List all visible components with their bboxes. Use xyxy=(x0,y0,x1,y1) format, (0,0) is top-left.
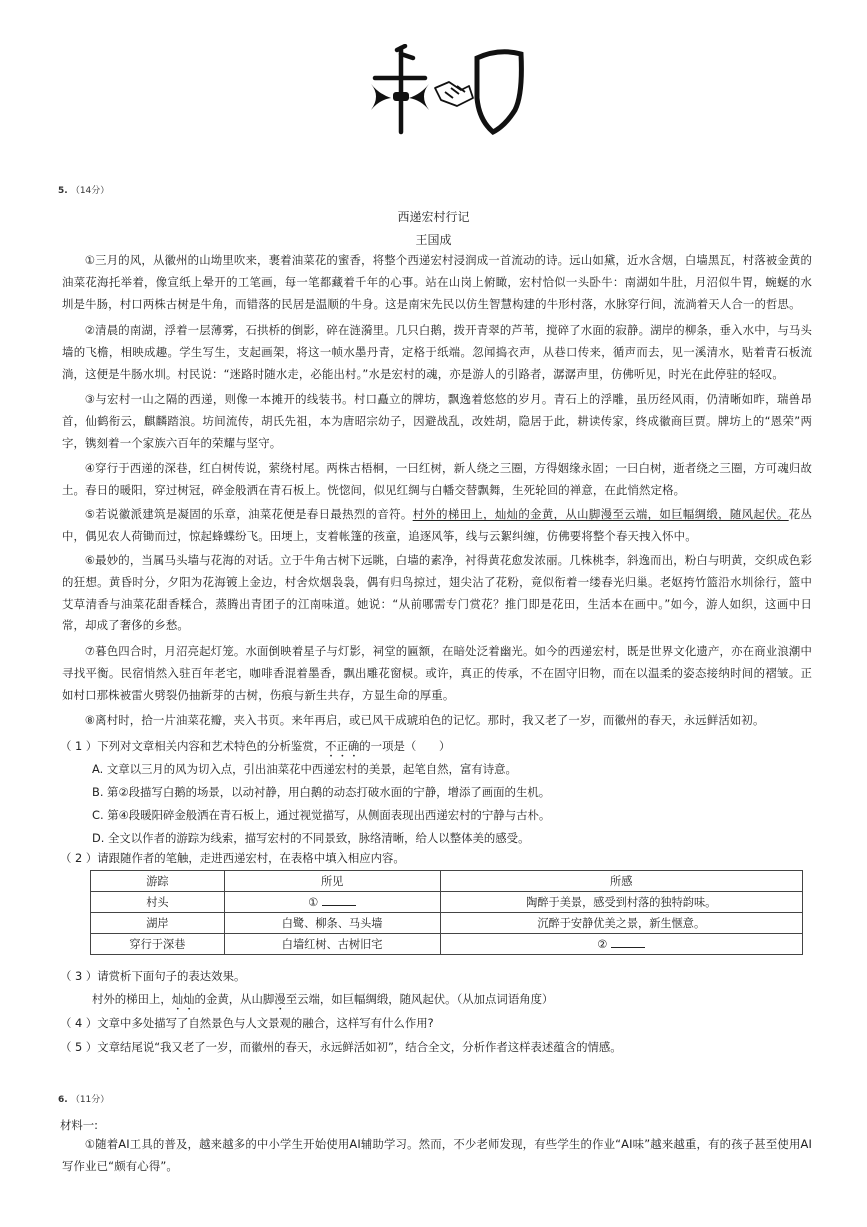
option-c[interactable]: C. 第④段暖阳碎金般洒在青石板上，通过视觉描写，从侧面表现出西递宏村的宁静与古朴。 xyxy=(92,808,551,822)
table-cell-blank-2[interactable] xyxy=(440,934,803,955)
sentence-emphasis-word: 漫 xyxy=(274,992,286,1006)
sentence-text: 至云端，如巨幅绸缎，随风起伏。（从加点词语角度） xyxy=(285,992,554,1006)
article-paragraph-6: ⑥最妙的，当属马头墙与花海的对话。立于牛角古树下远眺，白墙的素净，衬得黄花愈发浓丽。几株桃李，斜逸而出，粉白与明黄，交织成色彩的狂想。黄昏时分，夕阳为花海镀上金边，村舍炊烟袅袅，偶有归鸟掠过，翅尖沾了花粉，竟似衔着一缕春光归巢。老妪挎竹篮沿水圳徐行，篮中艾草清香与油菜花甜香糅合，蒸腾出青团子的江南味道。她说：“从前哪需专门赏花？推门即是花田，生活本在画中。”如今，游人如织，这画中日常，却成了奢侈的乡愁。 xyxy=(62,553,812,633)
table-cell: 村头 xyxy=(91,892,225,913)
article-author: 王国成 xyxy=(415,233,452,247)
option-b[interactable]: B. 第②段描写白鹅的场景，以动衬静，用白鹅的动态打破水面的宁静，增添了画面的生机。 xyxy=(92,785,551,799)
handshake-icon xyxy=(435,82,473,106)
question-6-header xyxy=(58,1092,109,1105)
shield-icon xyxy=(477,52,521,132)
blank-label: ① xyxy=(308,896,319,909)
table-header-cell: 所见 xyxy=(224,871,440,892)
table-cell: 湖岸 xyxy=(91,913,225,934)
answer-blank-line[interactable] xyxy=(322,895,356,906)
table-header-row xyxy=(91,871,803,892)
material-paragraph-1: ①随着AI工具的普及，越来越多的中小学生开始使用AI辅助学习。然而，不少老师发现，有些学生的作业“AI味”越来越重，有的孩子甚至使用AI写作业已“颇有心得”。 xyxy=(62,1137,812,1173)
subquestion-1-stem xyxy=(60,736,450,760)
subquestion-4-stem: （ 4 ）文章中多处描写了自然景色与人文景观的融合，这样写有什么作用? xyxy=(60,1016,434,1030)
table-row xyxy=(91,934,803,955)
paragraph-5-text: ⑤若说徽派建筑是凝固的乐章，油菜花便是春日最热烈的音符。 xyxy=(84,507,413,521)
question-score: （14分） xyxy=(70,186,110,196)
sentence-text: 的金黄，从山脚 xyxy=(194,992,275,1006)
subquestion-1-text: （ 1 ）下列对文章相关内容和艺术特色的分析鉴赏， xyxy=(60,739,326,753)
blank-label: ② xyxy=(597,938,608,951)
article-paragraph-2: ②清晨的南湖，浮着一层薄雾，石拱桥的倒影，碎在涟漪里。几只白鹅，拨开青翠的芦苇，搅碎了水面的寂静。湖岸的柳条，垂入水中，与马头墙的飞檐，相映成趣。学生写生，支起画架，将这一帧水墨丹青，定格于纸端。忽闻捣衣声，从巷口传来，循声而去，见一溪清水，贴着青石板流淌，这便是牛肠水圳。村民说：“迷路时随水走，必能出村。”水是宏村的魂，亦是游人的引路者，潺潺声里，仿佛听见，时光在此停驻的轻叹。 xyxy=(62,323,812,381)
sentence-text: 村外的梯田上， xyxy=(92,992,172,1006)
question-number: 6. xyxy=(58,1095,68,1105)
question-number: 5. xyxy=(58,186,68,196)
subquestion-3-stem: （ 3 ）请赏析下面句子的表达效果。 xyxy=(60,969,246,983)
material-label: 材料一: xyxy=(60,1118,99,1132)
travel-route-table xyxy=(90,870,803,955)
table-cell: 穿行于深巷 xyxy=(91,934,225,955)
article-paragraph-3: ③与宏村一山之隔的西递，则像一本摊开的线装书。村口矗立的牌坊，飘逸着悠悠的岁月。青石上的浮雕，虽历经风雨，仍清晰如昨，瑞兽昂首，仙鹤衔云，麒麟踏浪。坊间流传，胡氏先祖，本为唐昭宗幼子，因避战乱，改姓胡，隐居于此，耕读传家，终成徽商巨贾。牌坊上的“恩荣”两字，镌刻着一个家族六百年的荣耀与坚守。 xyxy=(62,392,812,450)
table-cell-blank-1[interactable] xyxy=(224,892,440,913)
table-row xyxy=(91,892,803,913)
answer-blank-line[interactable] xyxy=(611,937,645,948)
article-paragraph-4: ④穿行于西递的深巷，红白树传说，萦绕村尾。两株古梧桐，一曰红树，新人绕之三圈，方得姻缘永固；一曰白树，逝者绕之三圈，方可魂归故土。春日的暖阳，穿过树冠，碎金般洒在青石板上。恍惚间，似见红绸与白幡交替飘舞，生死轮回的禅意，在此悄然定格。 xyxy=(62,461,812,497)
table-cell: 白墙红树、古树旧宅 xyxy=(224,934,440,955)
article-paragraph-7: ⑦暮色四合时，月沼亮起灯笼。水面倒映着星子与灯影，祠堂的匾额，在暗处泛着幽光。如今的西递宏村，既是世界文化遗产，亦在商业浪潮中寻找平衡。民宿悄然入驻百年老宅，咖啡香混着墨香，飘出雕花窗棂。或许，真正的传承，不在固守旧物，而在以温柔的姿态接纳时间的褶皱。正如村口那株被雷火劈裂仍抽新芽的古树，伤痕与新生共存，方显生命的厚重。 xyxy=(62,644,812,702)
subquestion-3-sentence xyxy=(92,989,553,1013)
table-cell: 陶醉于美景，感受到村落的独特韵味。 xyxy=(440,892,803,913)
exam-logo-image xyxy=(365,44,525,136)
table-header-cell: 游踪 xyxy=(91,871,225,892)
option-a[interactable]: A. 文章以三月的风为切入点，引出油菜花中西递宏村的美景，起笔自然，富有诗意。 xyxy=(92,762,517,776)
table-header-cell: 所感 xyxy=(440,871,803,892)
question-5-header xyxy=(58,183,109,196)
option-d[interactable]: D. 全文以作者的游踪为线索，描写宏村的不同景致，脉络清晰，给人以整体美的感受。 xyxy=(92,831,530,845)
table-cell: 沉醉于安静优美之景，新生惬意。 xyxy=(440,913,803,934)
article-paragraph-5 xyxy=(62,504,812,548)
article-paragraph-1: ①三月的风，从徽州的山坳里吹来，裹着油菜花的蜜香，将整个西递宏村浸润成一首流动的诗。远山如黛，近水含烟，白墙黑瓦，村落被金黄的油菜花海托举着，像宣纸上晕开的工笔画，每一笔都藏着千年的心事。站在山岗上俯瞰，宏村恰似一头卧牛：南湖如牛肚，月沼似牛胃，蜿蜒的水圳是牛肠，村口两株古树是牛角，而错落的民居是温顺的牛身。这是南宋先民以仿生智慧构建的牛形村落，水脉穿行间，流淌着天人合一的哲思。 xyxy=(62,253,812,311)
sentence-emphasis-word: 灿灿 xyxy=(171,992,195,1006)
article-title: 西递宏村行记 xyxy=(397,210,470,224)
article-paragraph-8: ⑧离村时，拾一片油菜花瓣，夹入书页。来年再启，或已风干成琥珀色的记忆。那时，我又老了一岁，而徽州的春天，永远鲜活如初。 xyxy=(84,713,765,727)
subquestion-2-stem: （ 2 ）请跟随作者的笔触，走进西递宏村，在表格中填入相应内容。 xyxy=(60,851,405,865)
subquestion-1-emphasis: 不正确 xyxy=(325,739,360,753)
paragraph-5-text-rest: 花丛中，偶见农人荷锄而过，惊起蜂蝶纷飞。田埂上，支着帐篷的孩童，追逐风筝，线与云絮纠缠，仿佛要将整个春天拽入怀中。 xyxy=(62,507,812,543)
table-row xyxy=(91,913,803,934)
subquestion-1-text-end: 的一项是（ ） xyxy=(359,739,451,753)
question-score: （11分） xyxy=(70,1095,110,1105)
paragraph-5-underlined-sentence: 村外的梯田上，灿灿的金黄，从山脚漫至云端，如巨幅绸缎，随风起伏。 xyxy=(412,507,789,521)
table-cell: 白鹭、柳条、马头墙 xyxy=(224,913,440,934)
subquestion-5-stem: （ 5 ）文章结尾说“我又老了一岁，而徽州的春天，永远鲜活如初”，结合全文，分析作者这样表述蕴含的情感。 xyxy=(60,1040,622,1054)
